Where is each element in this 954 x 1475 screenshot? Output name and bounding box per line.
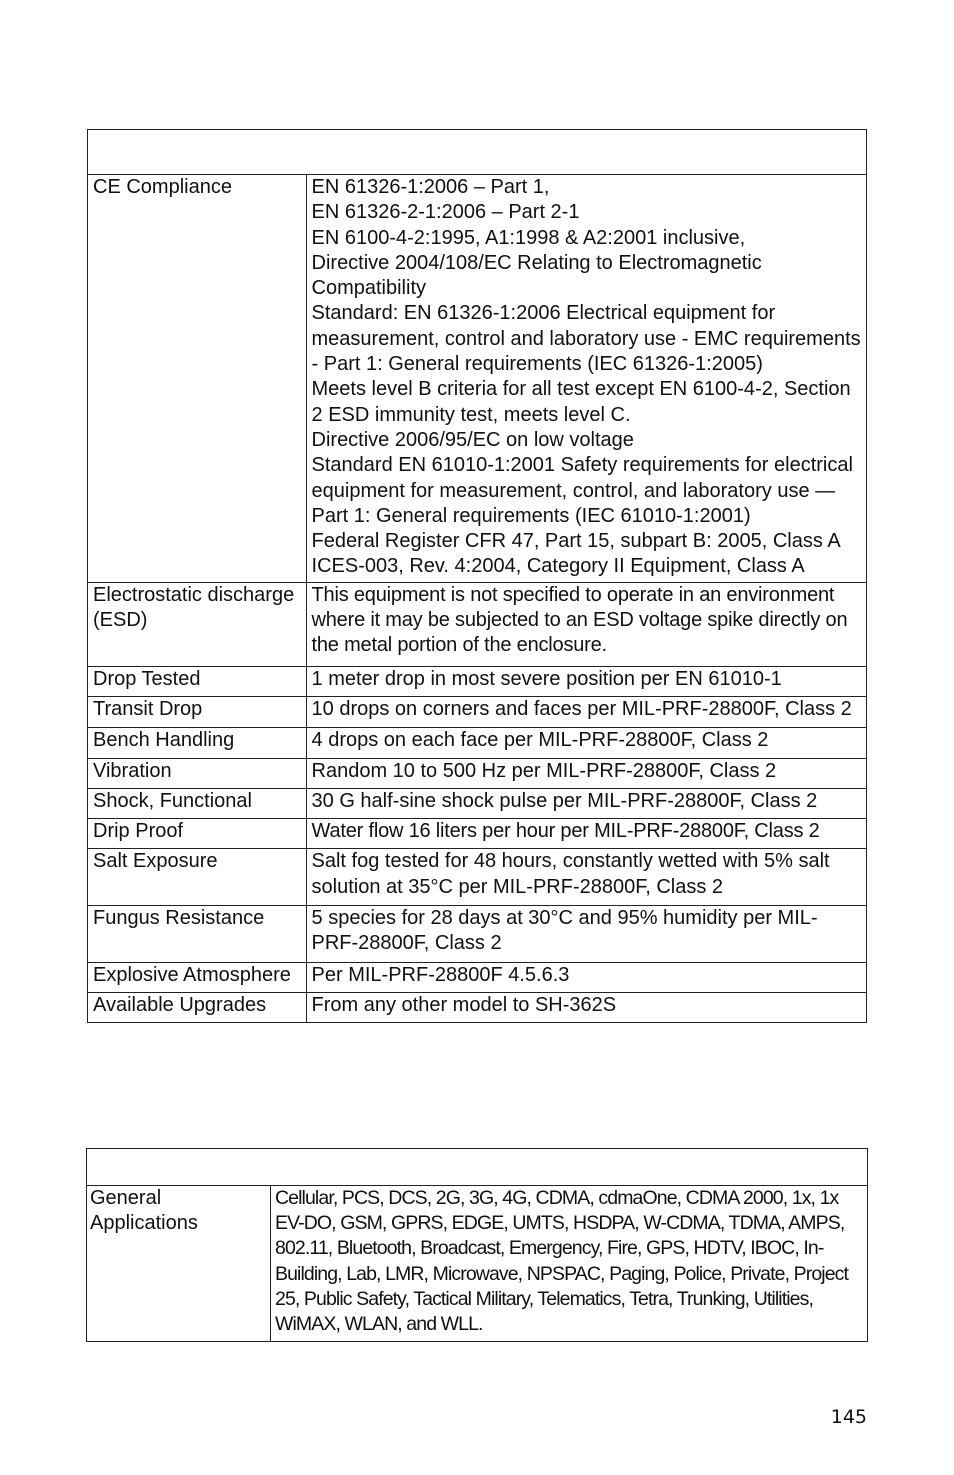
row-label: Fungus Resistance <box>88 906 307 963</box>
row-value: Per MIL-PRF-28800F 4.5.6.3 <box>306 962 866 992</box>
table-row <box>88 992 867 1022</box>
table-header-row <box>88 130 867 175</box>
table-header-cell <box>87 1149 868 1186</box>
table-header-row <box>87 1149 868 1186</box>
table-row <box>88 906 867 963</box>
row-value: EN 61326-1:2006 – Part 1, EN 61326-2-1:2006 – Part 2-1 EN 6100-4-2:1995, A1:1998 & A2:2001 inclusive, Directive 2004/108/EC Relating to Electromagnetic Compatibility Standard: EN 61326-1:2006 Electrical equipment for measurement, control and laboratory use - EMC requirements - Part 1: General requirements (IEC 61326-1:2005) Meets level B criteria for all test except EN 6100-4-2, Section 2 ESD immunity test, meets level C. Directive 2006/95/EC on low voltage Standard EN 61010-1:2001 Safety requirements for electrical equipment for measurement, control, and laboratory use — Part 1: General requirements (IEC 61010-1:2001) Federal Register CFR 47, Part 15, subpart B: 2005, Class A ICES-003, Rev. 4:2004, Category II Equipment, Class A <box>306 175 866 583</box>
table-row <box>88 666 867 696</box>
row-value: 1 meter drop in most severe position per EN 61010-1 <box>306 666 866 696</box>
row-label: Explosive Atmosphere <box>88 962 307 992</box>
applications-table <box>86 1148 868 1342</box>
row-value: This equipment is not specified to operate in an environment where it may be subjected to an ESD voltage spike directly on the metal portion of the enclosure. <box>306 582 866 666</box>
row-value: 10 drops on corners and faces per MIL-PRF-28800F, Class 2 <box>306 696 866 727</box>
table-row <box>88 582 867 666</box>
table-row <box>88 696 867 727</box>
table-row <box>88 962 867 992</box>
table-header-cell <box>88 130 867 175</box>
row-value: Cellular, PCS, DCS, 2G, 3G, 4G, CDMA, cdmaOne, CDMA 2000, 1x, 1x EV-DO, GSM, GPRS, EDGE, UMTS, HSDPA, W-CDMA, TDMA, AMPS, 802.11, Bluetooth, Broadcast, Emergency, Fire, GPS, HDTV, IBOC, In-Building, Lab, LMR, Microwave, NPSPAC, Paging, Police, Private, Project 25, Public Safety, Tactical Military, Telematics, Tetra, Trunking, Utilities, WiMAX, WLAN, and WLL. <box>271 1186 868 1342</box>
row-label: Transit Drop <box>88 696 307 727</box>
page-number: 145 <box>830 1406 867 1428</box>
table-row <box>88 788 867 818</box>
row-label: Electrostatic discharge (ESD) <box>88 582 307 666</box>
specifications-table <box>87 129 867 1023</box>
row-label: Available Upgrades <box>88 992 307 1022</box>
row-value: Water flow 16 liters per hour per MIL-PRF-28800F, Class 2 <box>306 819 866 849</box>
row-label: Drip Proof <box>88 819 307 849</box>
row-value: 4 drops on each face per MIL-PRF-28800F, Class 2 <box>306 728 866 758</box>
table-row <box>88 758 867 788</box>
row-label: Vibration <box>88 758 307 788</box>
table-row <box>88 849 867 906</box>
table-row <box>87 1186 868 1342</box>
row-label: Bench Handling <box>88 728 307 758</box>
row-label: Shock, Functional <box>88 788 307 818</box>
row-value: Salt fog tested for 48 hours, constantly wetted with 5% salt solution at 35°C per MIL-PRF-28800F, Class 2 <box>306 849 866 906</box>
table-row <box>88 819 867 849</box>
row-value: 30 G half-sine shock pulse per MIL-PRF-28800F, Class 2 <box>306 788 866 818</box>
row-label: Salt Exposure <box>88 849 307 906</box>
row-value: Random 10 to 500 Hz per MIL-PRF-28800F, Class 2 <box>306 758 866 788</box>
row-label: Drop Tested <box>88 666 307 696</box>
table-row <box>88 175 867 583</box>
row-label: CE Compliance <box>88 175 307 583</box>
table-row <box>88 728 867 758</box>
row-label: General Applications <box>87 1186 271 1342</box>
row-value: 5 species for 28 days at 30°C and 95% humidity per MIL-PRF-28800F, Class 2 <box>306 906 866 963</box>
row-value: From any other model to SH-362S <box>306 992 866 1022</box>
